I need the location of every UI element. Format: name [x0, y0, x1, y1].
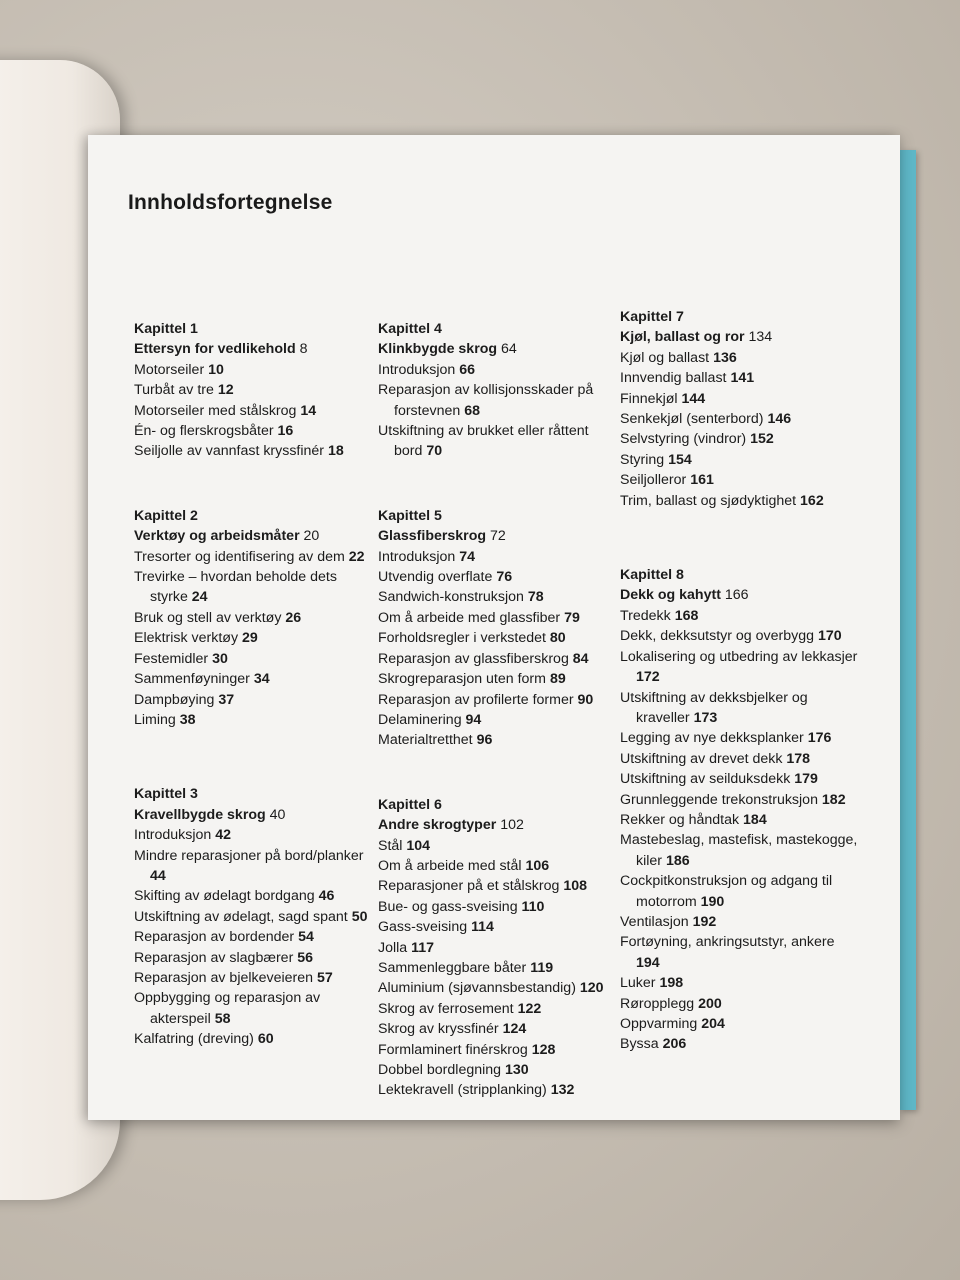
toc-entry-page: 194 — [636, 954, 660, 971]
toc-entry — [620, 769, 860, 789]
toc-entry-page: 117 — [411, 939, 435, 956]
toc-entry-text: Materialtretthet — [378, 732, 473, 749]
toc-entry-text: Gass-sveising — [378, 919, 468, 936]
toc-entry — [378, 1019, 618, 1039]
toc-entry-page: 168 — [674, 607, 699, 624]
toc-entry — [378, 649, 618, 669]
toc-entry — [620, 348, 860, 368]
page-title: Innholdsfortegnelse — [128, 191, 333, 214]
toc-entry-page: 10 — [208, 361, 224, 378]
chapter-label: Kapittel 5 — [378, 507, 442, 524]
toc-entry-page: 108 — [563, 878, 588, 895]
toc-entry-text: Utskiftning av drevet dekk — [620, 750, 783, 767]
chapter-label: Kapittel 6 — [378, 796, 442, 813]
toc-entry-page: 144 — [681, 390, 706, 407]
toc-entry — [620, 1034, 860, 1054]
toc-entry — [134, 825, 374, 845]
toc-entry-text: Om å arbeide med glassfiber — [378, 609, 561, 626]
toc-entry-text: Én- og flerskrogsbåter — [134, 423, 274, 440]
chapter-block — [134, 319, 374, 462]
toc-entry-text: Reparasjon av slagbærer — [134, 949, 294, 966]
toc-entry-page: 56 — [297, 949, 314, 966]
toc-entry — [620, 1014, 860, 1034]
chapter-title-text: Andre skrogtyper — [378, 817, 497, 834]
toc-entry — [134, 948, 374, 968]
toc-entry — [134, 988, 374, 1029]
chapter-title-text: Dekk og kahytt — [620, 587, 721, 604]
toc-entry-page: 54 — [298, 929, 314, 946]
toc-entry-page: 119 — [530, 959, 554, 976]
toc-entry-page: 192 — [692, 913, 717, 930]
toc-entry — [134, 907, 374, 927]
toc-entry-text: Tredekk — [620, 607, 671, 624]
toc-entry — [378, 690, 618, 710]
toc-entry — [620, 409, 860, 429]
toc-entry-page: 106 — [525, 857, 550, 874]
book-page — [88, 135, 900, 1120]
toc-entry — [378, 587, 618, 607]
toc-entry-page: 152 — [750, 431, 774, 448]
toc-entry — [134, 649, 374, 669]
toc-entry-page: 74 — [459, 548, 476, 565]
book-cover-edge — [900, 150, 916, 1110]
toc-entry-page: 12 — [217, 382, 234, 399]
toc-entry-page: 154 — [668, 451, 692, 468]
toc-entry-page: 89 — [549, 671, 566, 688]
toc-entry-page: 90 — [577, 691, 594, 708]
toc-entry-page: 190 — [700, 893, 725, 910]
chapter-page-number: 166 — [724, 587, 749, 604]
toc-entry-text: Luker — [620, 975, 656, 992]
toc-entry — [134, 690, 374, 710]
toc-entry-text: Reparasjon av profilerte former — [378, 691, 574, 708]
toc-entry-text: Selvstyring (vindror) — [620, 431, 747, 448]
toc-entry — [620, 932, 860, 973]
chapter-page-number: 64 — [501, 341, 517, 358]
toc-entry — [620, 912, 860, 932]
toc-entry-text: Sammenføyninger — [134, 671, 250, 688]
toc-entry-page: 37 — [218, 691, 235, 708]
toc-column-2 — [378, 319, 618, 1145]
toc-entry-page: 70 — [426, 443, 443, 460]
toc-entry — [378, 938, 618, 958]
toc-entry-page: 184 — [743, 811, 767, 828]
toc-entry-text: Grunnleggende trekonstruksjon — [620, 791, 818, 808]
toc-entry-text: Seiljolleror — [620, 472, 687, 489]
toc-entry-text: Turbåt av tre — [134, 382, 214, 399]
toc-entry-page: 22 — [348, 548, 365, 565]
toc-entry-text: Styring — [620, 451, 665, 468]
toc-entry — [378, 669, 618, 689]
toc-entry-page: 94 — [465, 711, 482, 728]
toc-entry-text: Elektrisk verktøy — [134, 630, 239, 647]
toc-entry-page: 186 — [665, 852, 690, 869]
toc-entry-text: Delaminering — [378, 711, 462, 728]
toc-entry — [134, 968, 374, 988]
toc-entry-text: Utskiftning av ødelagt, sagd spant — [134, 908, 348, 925]
chapter-block — [620, 565, 860, 1055]
toc-entry — [620, 790, 860, 810]
chapter-page-number: 20 — [303, 528, 320, 545]
toc-entry-page: 161 — [690, 472, 714, 489]
chapter-title — [134, 526, 374, 546]
toc-entry-page: 34 — [253, 671, 270, 688]
toc-entry — [620, 810, 860, 830]
chapter-block — [378, 795, 618, 1101]
chapter-label: Kapittel 4 — [378, 321, 442, 337]
toc-entry — [620, 830, 860, 871]
toc-entry — [378, 380, 618, 421]
chapter-block — [620, 307, 860, 511]
toc-entry-text: Reparasjon av bjelkeveieren — [134, 969, 314, 986]
toc-entry-text: Motorseiler — [134, 361, 205, 378]
toc-entry-text: Lektekravell (stripplanking) — [378, 1082, 547, 1099]
toc-entry-page: 44 — [150, 867, 166, 884]
toc-entry-page: 132 — [550, 1082, 575, 1099]
toc-entry — [378, 360, 618, 380]
toc-entry — [620, 470, 860, 490]
toc-entry-text: Utskiftning av brukket eller råttent bord — [378, 423, 589, 460]
toc-entry-page: 57 — [316, 969, 333, 986]
toc-entry-text: Reparasjon av bordender — [134, 929, 295, 946]
toc-entry-page: 110 — [521, 898, 545, 915]
toc-entry-text: Reparasjon av glassfiberskrog — [378, 650, 569, 667]
chapter-label: Kapittel 2 — [134, 507, 198, 524]
toc-entry-text: Innvendig ballast — [620, 370, 727, 387]
toc-entry-page: 162 — [800, 492, 824, 509]
toc-entry-text: Forholdsregler i verkstedet — [378, 630, 546, 647]
toc-entry-text: Om å arbeide med stål — [378, 857, 522, 874]
toc-entry-text: Mastebeslag, mastefisk, mastekogge, kiler — [620, 832, 858, 869]
toc-entry — [378, 730, 618, 750]
toc-entry-text: Ventilasjon — [620, 913, 689, 930]
toc-entry — [620, 647, 860, 688]
toc-entry-page: 58 — [214, 1010, 231, 1027]
toc-entry-text: Senkekjøl (senterbord) — [620, 411, 764, 428]
toc-entry-page: 42 — [215, 827, 232, 844]
toc-entry — [620, 626, 860, 646]
toc-entry-text: Skrog av kryssfinér — [378, 1021, 499, 1038]
toc-entry — [620, 749, 860, 769]
toc-entry — [378, 1060, 618, 1080]
toc-entry-text: Dampbøying — [134, 691, 215, 708]
toc-entry-page: 60 — [257, 1031, 274, 1048]
toc-entry — [620, 728, 860, 748]
toc-entry — [134, 360, 374, 380]
toc-entry-text: Seiljolle av vannfast kryssfinér — [134, 443, 325, 460]
toc-entry-text: Oppvarming — [620, 1016, 698, 1032]
chapter-title — [378, 526, 618, 546]
toc-entry — [620, 491, 860, 511]
toc-entry-text: Rekker og håndtak — [620, 811, 740, 828]
chapter-title — [378, 815, 618, 835]
toc-entry-text: Trim, ballast og sjødyktighet — [620, 492, 797, 509]
toc-entry-text: Mindre reparasjoner på bord/planker — [134, 847, 364, 864]
toc-entry — [378, 710, 618, 730]
toc-entry-page: 16 — [277, 423, 294, 440]
toc-entry-text: Sandwich-konstruksjon — [378, 589, 524, 606]
toc-entry-page: 78 — [527, 589, 544, 606]
chapter-title — [134, 805, 374, 825]
toc-entry — [620, 389, 860, 409]
toc-entry — [134, 421, 374, 441]
chapter-title-text: Glassfiberskrog — [378, 528, 487, 545]
toc-entry-text: Skrog av ferrosement — [378, 1000, 514, 1017]
toc-entry — [378, 978, 618, 998]
toc-entry-text: Lokalisering og utbedring av lekkasjer — [620, 648, 858, 665]
chapter-page-number: 8 — [299, 341, 308, 358]
toc-entry-page: 18 — [328, 443, 344, 460]
chapter-title — [134, 339, 374, 359]
toc-entry — [378, 1080, 618, 1100]
toc-entry — [378, 897, 618, 917]
chapter-block — [378, 319, 618, 462]
toc-entry-page: 136 — [713, 349, 737, 366]
toc-entry-text: Reparasjon av kollisjonsskader på forstevnen — [378, 382, 594, 419]
toc-entry-text: Dobbel bordlegning — [378, 1062, 502, 1078]
toc-entry-page: 79 — [564, 609, 580, 626]
toc-entry-page: 46 — [318, 888, 335, 905]
toc-entry-text: Introduksjon — [378, 548, 456, 565]
toc-entry-text: Bue- og gass-sveising — [378, 898, 518, 915]
chapter-page-number: 72 — [489, 528, 506, 545]
toc-entry — [134, 1029, 374, 1049]
toc-entry — [620, 688, 860, 729]
toc-entry-text: Reparasjoner på et stålskrog — [378, 878, 560, 895]
chapter-page-number: 102 — [500, 817, 524, 834]
toc-entry-page: 14 — [300, 402, 317, 419]
toc-entry — [620, 994, 860, 1014]
chapter-title-text: Kjøl, ballast og ror — [620, 329, 745, 346]
toc-entry — [620, 973, 860, 993]
toc-entry-text: Skifting av ødelagt bordgang — [134, 888, 315, 905]
toc-entry-text: Legging av nye dekksplanker — [620, 730, 804, 747]
toc-entry — [134, 846, 374, 887]
toc-column-3 — [620, 307, 860, 1099]
toc-entry-page: 114 — [471, 919, 494, 936]
toc-entry — [134, 710, 374, 730]
toc-entry — [134, 567, 374, 608]
chapter-block — [134, 784, 374, 1049]
chapter-title-text: Ettersyn for vedlikehold — [134, 341, 296, 358]
toc-entry — [378, 1040, 618, 1060]
toc-entry-page: 176 — [807, 730, 832, 747]
chapter-label: Kapittel 3 — [134, 786, 198, 803]
toc-entry-text: Introduksjon — [134, 827, 212, 844]
toc-entry — [620, 606, 860, 626]
chapter-title-text: Klinkbygde skrog — [378, 341, 498, 358]
toc-entry-page: 173 — [693, 709, 718, 726]
toc-entry — [134, 669, 374, 689]
toc-entry-page: 24 — [191, 589, 208, 606]
toc-entry-text: Utskiftning av seilduksdekk — [620, 771, 791, 788]
toc-entry-text: Liming — [134, 711, 176, 728]
toc-entry-text: Sammenleggbare båter — [378, 959, 527, 976]
toc-entry-page: 130 — [505, 1062, 529, 1078]
toc-entry-page: 26 — [285, 609, 302, 626]
toc-entry-text: Utskiftning av dekksbjelker og kraveller — [620, 689, 808, 726]
toc-entry-page: 178 — [786, 750, 811, 767]
toc-entry-page: 80 — [549, 630, 566, 647]
toc-entry-page: 146 — [767, 411, 792, 428]
toc-entry-page: 200 — [698, 995, 722, 1012]
chapter-block — [378, 506, 618, 751]
toc-entry — [378, 421, 618, 462]
toc-entry-page: 29 — [242, 630, 258, 647]
chapter-page-number: 134 — [748, 329, 773, 346]
chapter-title — [378, 339, 618, 359]
toc-entry-page: 206 — [662, 1036, 687, 1053]
toc-entry-page: 84 — [572, 650, 589, 667]
toc-entry — [134, 886, 374, 906]
chapter-label: Kapittel 8 — [620, 567, 684, 584]
toc-entry-page: 170 — [817, 628, 842, 645]
toc-entry-page: 141 — [730, 370, 755, 387]
toc-entry-text: Kjøl og ballast — [620, 349, 710, 366]
toc-entry-page: 66 — [459, 361, 476, 378]
toc-entry — [378, 856, 618, 876]
toc-entry-page: 122 — [517, 1000, 542, 1017]
toc-entry-text: Bruk og stell av verktøy — [134, 609, 282, 626]
toc-entry-page: 120 — [579, 980, 604, 997]
toc-entry-text: Motorseiler med stålskrog — [134, 402, 297, 419]
toc-entry — [378, 628, 618, 648]
toc-entry-page: 128 — [531, 1041, 556, 1058]
toc-entry — [378, 958, 618, 978]
toc-entry-text: Stål — [378, 837, 403, 854]
chapter-label: Kapittel 7 — [620, 309, 684, 325]
chapter-label: Kapittel 1 — [134, 321, 198, 337]
toc-column-1 — [134, 319, 374, 1094]
toc-entry-page: 38 — [179, 711, 196, 728]
toc-entry — [620, 450, 860, 470]
toc-entry — [378, 999, 618, 1019]
toc-entry — [620, 368, 860, 388]
toc-entry — [378, 608, 618, 628]
toc-entry-text: Tresorter og identifisering av dem — [134, 548, 345, 565]
toc-entry-page: 68 — [464, 402, 480, 419]
toc-entry-page: 50 — [351, 908, 368, 925]
chapter-page-number: 40 — [269, 806, 286, 823]
toc-entry-text: Jolla — [378, 939, 408, 956]
toc-entry-page: 204 — [701, 1016, 725, 1032]
toc-entry-page: 182 — [821, 791, 846, 808]
toc-entry-page: 104 — [406, 837, 431, 854]
toc-entry — [134, 927, 374, 947]
toc-entry-page: 30 — [212, 650, 228, 667]
toc-entry-text: Kalfatring (dreving) — [134, 1031, 254, 1048]
toc-entry — [134, 608, 374, 628]
toc-entry-text: Introduksjon — [378, 361, 456, 378]
toc-entry-text: Fortøyning, ankringsutstyr, ankere — [620, 934, 835, 951]
toc-entry-text: Finnekjøl — [620, 390, 678, 407]
chapter-title-text: Verktøy og arbeidsmåter — [134, 528, 300, 545]
toc-entry-page: 124 — [502, 1021, 527, 1038]
toc-entry-text: Utvendig overflate — [378, 569, 493, 586]
toc-entry-text: Formlaminert finérskrog — [378, 1041, 528, 1058]
toc-entry — [134, 628, 374, 648]
toc-entry — [134, 380, 374, 400]
toc-entry-text: Skrogreparasjon uten form — [378, 671, 546, 688]
toc-entry-text: Aluminium (sjøvannsbestandig) — [378, 980, 576, 997]
chapter-block — [134, 506, 374, 730]
toc-entry-text: Røropplegg — [620, 995, 695, 1012]
toc-entry — [620, 429, 860, 449]
toc-entry-text: Cockpitkonstruksjon og adgang til motorrom — [620, 873, 833, 910]
toc-entry-page: 76 — [496, 569, 513, 586]
toc-entry-text: Oppbygging og reparasjon av akterspeil — [134, 990, 321, 1027]
toc-entry-page: 96 — [476, 732, 493, 749]
toc-entry — [378, 917, 618, 937]
toc-entry-text: Dekk, dekksutstyr og overbygg — [620, 628, 814, 645]
toc-entry — [378, 876, 618, 896]
chapter-title — [620, 327, 860, 347]
toc-entry-page: 172 — [636, 669, 660, 686]
chapter-title-text: Kravellbygde skrog — [134, 806, 266, 823]
toc-entry-text: Festemidler — [134, 650, 209, 667]
toc-entry — [620, 871, 860, 912]
toc-entry — [134, 401, 374, 421]
chapter-title — [620, 585, 860, 605]
toc-entry — [134, 441, 374, 461]
toc-entry — [378, 836, 618, 856]
toc-entry-page: 198 — [659, 975, 684, 992]
toc-entry — [134, 547, 374, 567]
toc-entry — [378, 547, 618, 567]
toc-entry-page: 179 — [794, 771, 818, 788]
toc-entry — [378, 567, 618, 587]
toc-entry-text: Byssa — [620, 1036, 659, 1053]
toc-entry-text: Trevirke – hvordan beholde dets styrke — [134, 569, 337, 606]
